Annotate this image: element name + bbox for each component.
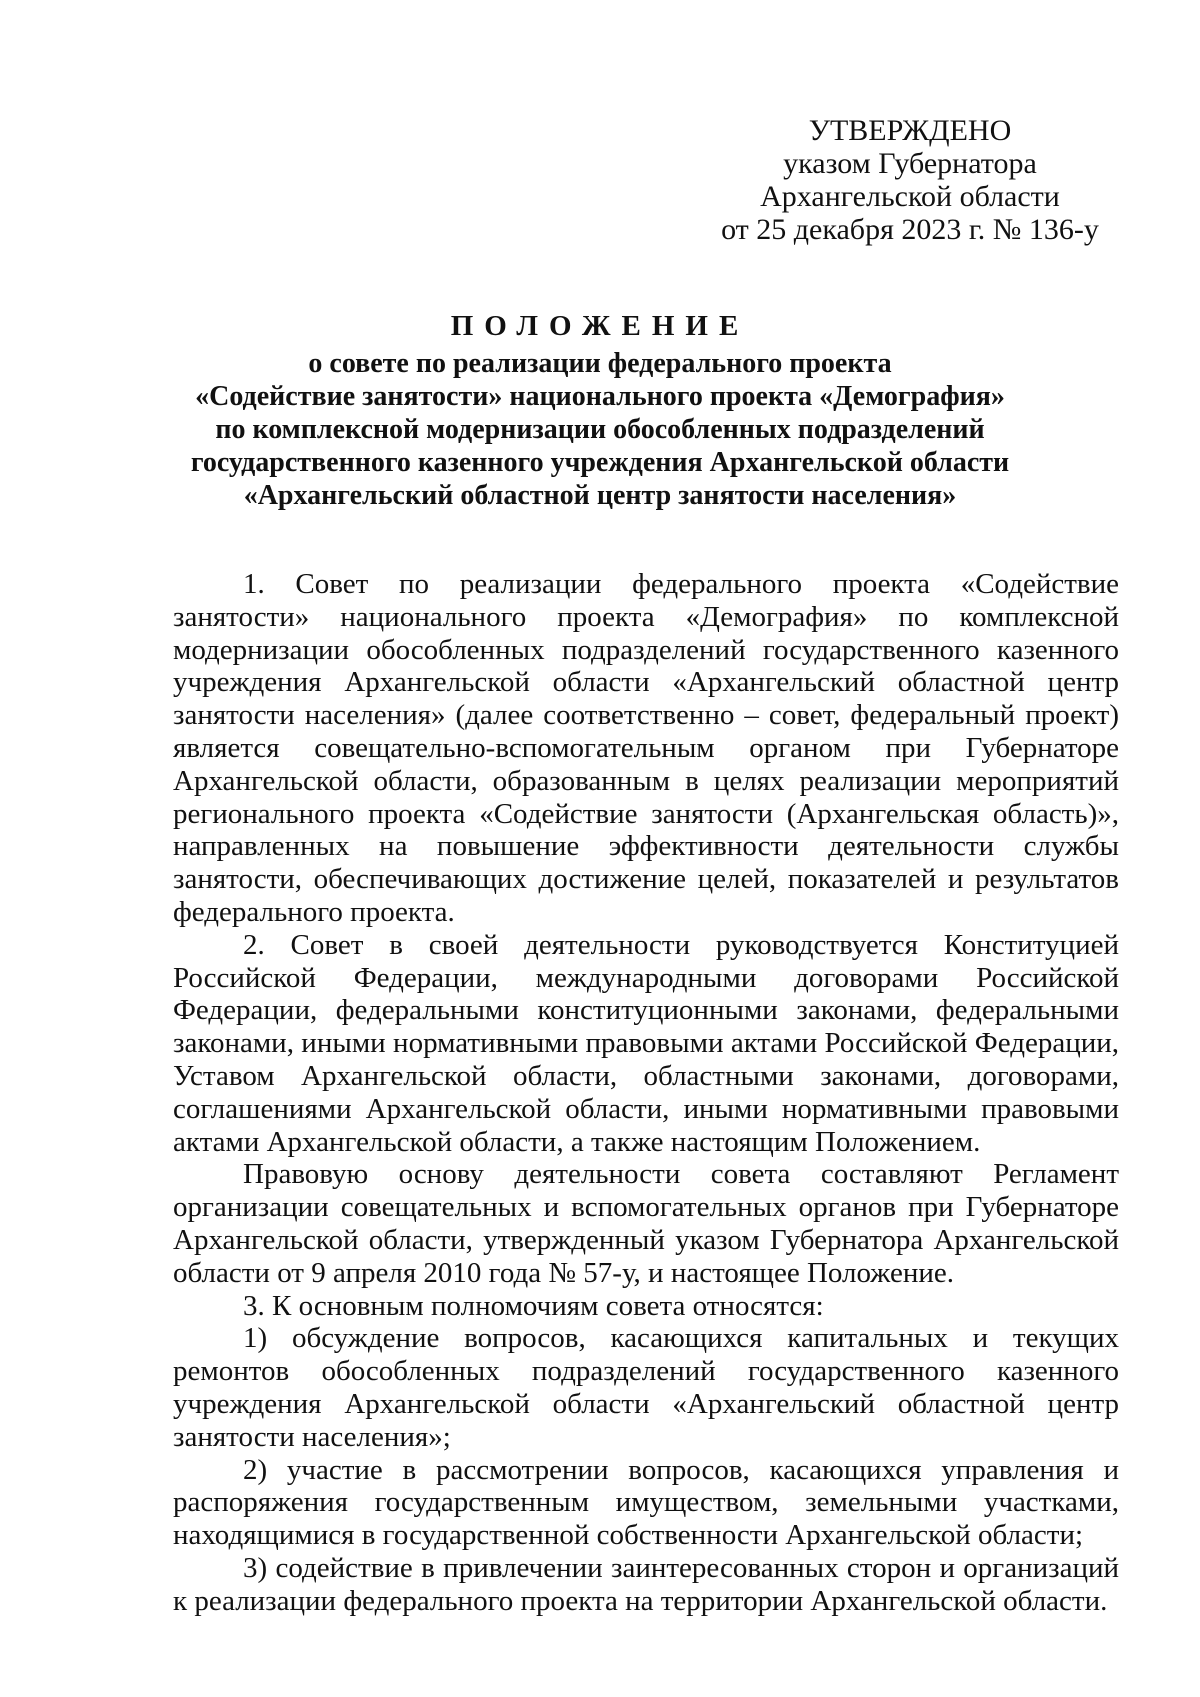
approval-authority: указом Губернатора	[783, 147, 1037, 180]
title-line-2: «Содействие занятости» национального проекта «Демография»	[195, 381, 1005, 412]
subitem-3: 3) содействие в привлечении заинтересованных сторон и организаций к реализации федерального проекта на территории Архангельской области.	[173, 1551, 1119, 1617]
title-line-1: о совете по реализации федерального проекта	[308, 348, 892, 379]
paragraph-legal-basis: Правовую основу деятельности совета составляют Регламент организации совещательных и вспомогательных органов при Губернаторе Архангельской области, утвержденный указом Губернатора Архангельской области от 9 апреля 2010 года № 57-у, и настоящее Положение.	[173, 1158, 1119, 1289]
approval-label: УТВЕРЖДЕНО	[808, 114, 1012, 147]
title-line-4: государственного казенного учреждения Архангельской области	[190, 447, 1010, 478]
approval-region: Архангельской области	[760, 180, 1060, 213]
subitem-1: 1) обсуждение вопросов, касающихся капитальных и текущих ремонтов обособленных подразделений государственного казенного учреждения Архангельской области «Архангельский областной центр занятости населения»;	[173, 1322, 1119, 1453]
title-line-3: по комплексной модернизации обособленных подразделений	[215, 414, 985, 445]
paragraph-1: 1. Совет по реализации федерального проекта «Содействие занятости» национального проекта «Демография» по комплексной модернизации обособленных подразделений государственного казенного учреждения Архангельской области «Архангельский областной центр занятости населения» (далее соответственно – совет, федеральный проект) является совещательно-вспомогательным органом при Губернаторе Архангельской области, образованным в целях реализации мероприятий регионального проекта «Содействие занятости (Архангельская область)», направленных на повышение эффективности деятельности службы занятости, обеспечивающих достижение целей, показателей и результатов федерального проекта.	[173, 568, 1119, 928]
paragraph-2: 2. Совет в своей деятельности руководствуется Конституцией Российской Федерации, международными договорами Российской Федерации, федеральными конституционными законами, федеральными законами, иными нормативными правовыми актами Российской Федерации, Уставом Архангельской области, областными законами, договорами, соглашениями Архангельской области, иными нормативными правовыми актами Архангельской области, а также настоящим Положением.	[173, 928, 1119, 1158]
approval-stamp	[700, 114, 1120, 246]
document-title	[150, 310, 1050, 512]
title-line-5: «Архангельский областной центр занятости населения»	[243, 480, 957, 511]
subitem-2: 2) участие в рассмотрении вопросов, касающихся управления и распоряжения государственным имуществом, земельными участками, находящимися в государственной собственности Архангельской области;	[173, 1453, 1119, 1552]
document-heading: ПОЛОЖЕНИЕ	[450, 310, 750, 342]
paragraph-3: 3. К основным полномочиям совета относятся:	[243, 1289, 824, 1322]
document-body	[173, 568, 1119, 1618]
approval-date-number: от 25 декабря 2023 г. № 136-у	[721, 213, 1099, 246]
